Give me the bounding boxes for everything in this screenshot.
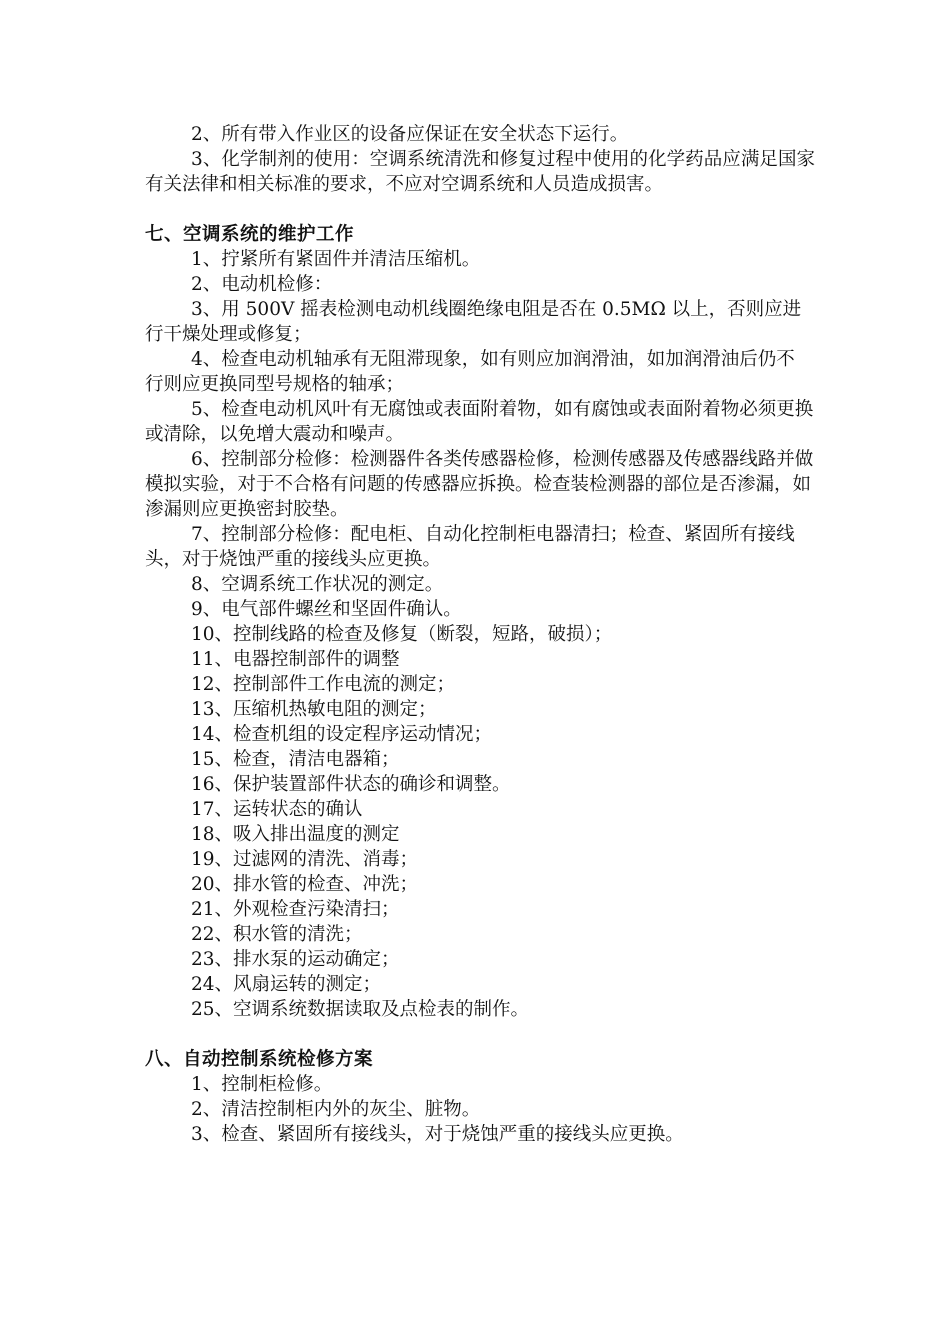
section-heading-8: 八、自动控制系统检修方案 [145,1049,374,1070]
list-item: 18、吸入排出温度的测定 [191,824,400,845]
list-item: 14、检查机组的设定程序运动情况； [191,724,493,745]
list-item: 24、风扇运转的测定； [191,974,382,995]
list-item: 9、电气部件螺丝和坚固件确认。 [191,599,462,620]
intro-paragraph: 2、所有带入作业区的设备应保证在安全状态下运行。 [191,124,629,145]
list-item: 22、积水管的清洗； [191,924,363,945]
list-item: 25、空调系统数据读取及点检表的制作。 [191,999,530,1020]
list-item: 10、控制线路的检查及修复（断裂，短路，破损）； [191,624,613,645]
list-item: 2、电动机检修： [191,274,333,295]
list-item: 11、电器控制部件的调整 [191,649,400,670]
list-item: 6、控制部分检修：检测器件各类传感器检修，检测传感器及传感器线路并做模拟实验，对于不合格有问题的传感器应拆换。检查装检测器的部位是否渗漏，如渗漏则应更换密封胶垫。 [145,449,814,520]
list-item: 12、控制部件工作电流的测定； [191,674,456,695]
list-item-continuation: 行则应更换同型号规格的轴承； [145,374,405,395]
section-heading-7: 七、空调系统的维护工作 [145,224,355,245]
list-item: 5、检查电动机风叶有无腐蚀或表面附着物，如有腐蚀或表面附着物必须更换或清除，以免增大震动和噪声。 [145,399,814,445]
list-item: 20、排水管的检查、冲洗； [191,874,419,895]
list-item: 1、拧紧所有紧固件并清洁压缩机。 [191,249,481,270]
list-item: 21、外观检查污染清扫； [191,899,400,920]
section-7-list [145,247,815,1022]
list-item: 19、过滤网的清洗、消毒； [191,849,419,870]
list-item: 15、检查，清洁电器箱； [191,749,400,770]
list-item: 2、清洁控制柜内外的灰尘、脏物。 [191,1099,481,1120]
list-item: 4、检查电动机轴承有无阻滞现象，如有则应加润滑油，如加润滑油后仍不 [191,349,795,370]
list-item: 16、保护装置部件状态的确诊和调整。 [191,774,511,795]
list-item: 23、排水泵的运动确定； [191,949,400,970]
document-body [145,122,815,1147]
list-item: 17、运转状态的确认 [191,799,363,820]
section-8-list [145,1072,815,1147]
list-item: 3、检查、紧固所有接线头，对于烧蚀严重的接线头应更换。 [191,1124,684,1145]
list-item: 13、压缩机热敏电阻的测定； [191,699,437,720]
list-item: 3、用 500V 摇表检测电动机线圈绝缘电阻是否在 0.5MΩ 以上，否则应进行干燥处理或修复； [145,299,802,345]
list-item: 8、空调系统工作状况的测定。 [191,574,444,595]
list-item: 7、控制部分检修：配电柜、自动化控制柜电器清扫；检查、紧固所有接线头，对于烧蚀严重的接线头应更换。 [145,524,795,570]
intro-paragraph: 3、化学制剂的使用：空调系统清洗和修复过程中使用的化学药品应满足国家有关法律和相关标准的要求，不应对空调系统和人员造成损害。 [145,149,815,195]
list-item: 1、控制柜检修。 [191,1074,333,1095]
